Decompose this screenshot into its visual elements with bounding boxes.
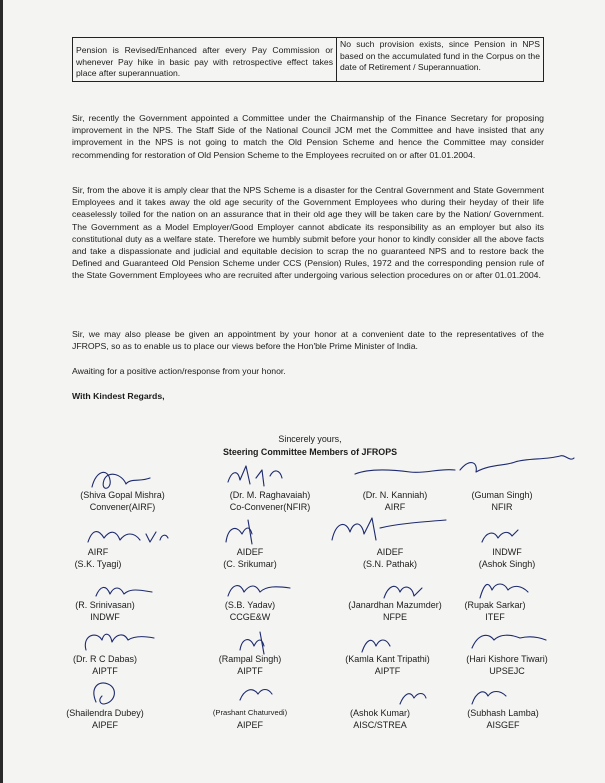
signatory-block	[458, 707, 548, 731]
signatory-name: (Dr. M. Raghavaiah)	[229, 490, 311, 500]
signatory-block	[55, 653, 155, 677]
signatory-org: INDWF	[90, 612, 120, 622]
signatory-name: (S.N. Pathak)	[362, 559, 418, 569]
signatory-name: (Janardhan Mazumder)	[348, 600, 442, 610]
table-row	[73, 38, 544, 82]
nps-cell: No such provision exists, since Pension in NPS based on the accumulated fund in the Corpus on the date of Retirement / Superannuation.	[337, 38, 544, 82]
signatory-name: (C. Srikumar)	[223, 559, 277, 569]
signatory-org: AIDEF	[236, 547, 264, 557]
signatory-block	[58, 546, 138, 570]
signature-mazumder	[384, 586, 422, 598]
signatory-name: (Shiva Gopal Mishra)	[80, 490, 165, 500]
signatory-block	[200, 599, 300, 623]
signatory-block	[340, 546, 440, 570]
signature-raghavaiah	[228, 466, 282, 486]
signatory-block	[320, 653, 455, 677]
signatory-org: UPSEJC	[489, 666, 525, 676]
signatory-name: (Ashok Kumar)	[349, 708, 411, 718]
signatory-org: CCGE&W	[229, 612, 271, 622]
signatory-block	[200, 489, 340, 513]
signature-tyagi	[88, 532, 168, 542]
signatory-name: (Shailendra Dubey)	[66, 708, 144, 718]
signatory-block	[190, 707, 310, 731]
signatory-block	[325, 599, 465, 623]
signatory-org: AIPEF	[236, 720, 263, 730]
signatory-name: (Hari Kishore Tiwari)	[466, 654, 548, 664]
signatory-org: AISGEF	[486, 720, 520, 730]
signatory-name: (Rampal Singh)	[218, 654, 282, 664]
signatory-org: AIRF	[87, 547, 109, 557]
signature-pathak	[332, 518, 446, 540]
scan-edge	[0, 0, 3, 783]
signatory-org: AIPTF	[374, 666, 401, 676]
signature-chaturvedi	[240, 690, 272, 701]
signatory-org: AIPEF	[91, 720, 118, 730]
signature-mishra	[92, 472, 150, 488]
signatory-name: (Subhash Lamba)	[467, 708, 539, 718]
regards: With Kindest Regards,	[72, 391, 165, 401]
signatory-org: AIDEF	[376, 547, 404, 557]
signatory-name: (Prashant Chaturvedi)	[212, 708, 288, 717]
signatory-name: (S.K. Tyagi)	[74, 559, 122, 569]
signatory-org: AIPTF	[237, 666, 263, 676]
signature-srinivasan	[96, 587, 152, 596]
signature-srikumar	[226, 520, 252, 544]
paragraph-appointment: Sir, we may also please be given an appointment by your honor at a convenient date to the representatives of the JFROPS, so as to enable us to place our views before the Hon'ble Prime Minister of India.	[72, 329, 544, 352]
signature-ashok-singh	[482, 530, 518, 542]
signatory-org: Co-Convener(NFIR)	[229, 502, 311, 512]
signatory-block	[60, 489, 185, 513]
signature-dabas	[85, 634, 154, 650]
signatory-block	[442, 653, 572, 677]
signatory-block	[455, 599, 535, 623]
signatory-name: (Kamla Kant Tripathi)	[345, 654, 430, 664]
paragraph-committee: Sir, recently the Government appointed a Committee under the Chairmanship of the Finance Secretary for proposing improvement in the NPS. The Staff Side of the National Council JCM met the Committee and have insisted that any improvement in the NPS is not going to match the Old Pension Scheme and hence the Committee may consider recommending for restoration of Old Pension Scheme to the Employees recruited on or after 01.01.2004.	[72, 113, 544, 160]
signature-ashok-kumar	[400, 694, 426, 705]
signatory-name: (Ashok Singh)	[478, 559, 536, 569]
committee-title: Steering Committee Members of JFROPS	[222, 447, 398, 457]
signatory-block	[200, 653, 300, 677]
signatory-org: ITEF	[485, 612, 505, 622]
signatory-org: AISC/STREA	[353, 720, 407, 730]
signatory-block	[200, 546, 300, 570]
signatory-name: (Rupak Sarkar)	[464, 600, 526, 610]
signatory-name: (Dr. R C Dabas)	[72, 654, 137, 664]
signature-tiwari	[472, 635, 546, 648]
sincerely: Sincerely yours,	[278, 434, 342, 444]
signatory-org: INDWF	[492, 547, 522, 557]
signature-sarkar	[480, 584, 528, 598]
signatory-org: Convener(AIRF)	[89, 502, 156, 512]
signatory-name: (Dr. N. Kanniah)	[362, 490, 428, 500]
signatory-block	[462, 546, 552, 570]
signatory-block	[330, 707, 430, 731]
signature-lamba	[472, 692, 506, 705]
paragraph-awaiting: Awaiting for a positive action/response from your honor.	[72, 366, 286, 376]
signature-kanniah	[355, 470, 455, 474]
signatory-name: (R. Srinivasan)	[75, 600, 135, 610]
signatory-org: NFIR	[491, 502, 513, 512]
signatory-block	[452, 489, 552, 513]
signature-yadav	[228, 586, 290, 596]
signatory-org: AIRF	[384, 502, 406, 512]
signature-tripathi	[362, 640, 390, 652]
signature-rampal	[240, 632, 264, 654]
signatory-org: AIPTF	[92, 666, 118, 676]
comparison-table	[72, 37, 544, 82]
signatory-name: (S.B. Yadav)	[224, 600, 276, 610]
signature-dubey	[94, 683, 114, 704]
signatory-org: NFPE	[382, 612, 407, 622]
signatory-block	[55, 599, 155, 623]
ops-cell: Pension is Revised/Enhanced after every Pay Commission or whenever Pay hike in basic pay with retrospective effect takes place after superannuation.	[73, 38, 337, 82]
signatory-name: (Guman Singh)	[471, 490, 533, 500]
signatory-block	[345, 489, 445, 513]
paragraph-nps-disaster: Sir, from the above it is amply clear that the NPS Scheme is a disaster for the Central Government and State Government Employees and it takes away the old age security of the Government Employees who during their heyday of their life ceaselessly toiled for the nation on an assurance that in their old age they will be taken care by the Nation/ Government. The Government as a Model Employer/Good Employer cannot abdicate its responsibility as an employer but also its constitutional duty as a welfare state. Therefore we humbly submit before your honor to kindly consider all the above facts and take a dispassionate and judicial and equitable decision to scrap the no guaranteed NPS and to restore back the Defined and Guaranteed Old Pension Scheme under CCS (Pension) Rules, 1972 and the corresponding pension rule of the State Government Employees who are recruited after undergoing various selection procedures on or after 01.01.2004.	[72, 185, 544, 281]
signatory-block	[55, 707, 155, 731]
signature-guman	[460, 456, 574, 472]
